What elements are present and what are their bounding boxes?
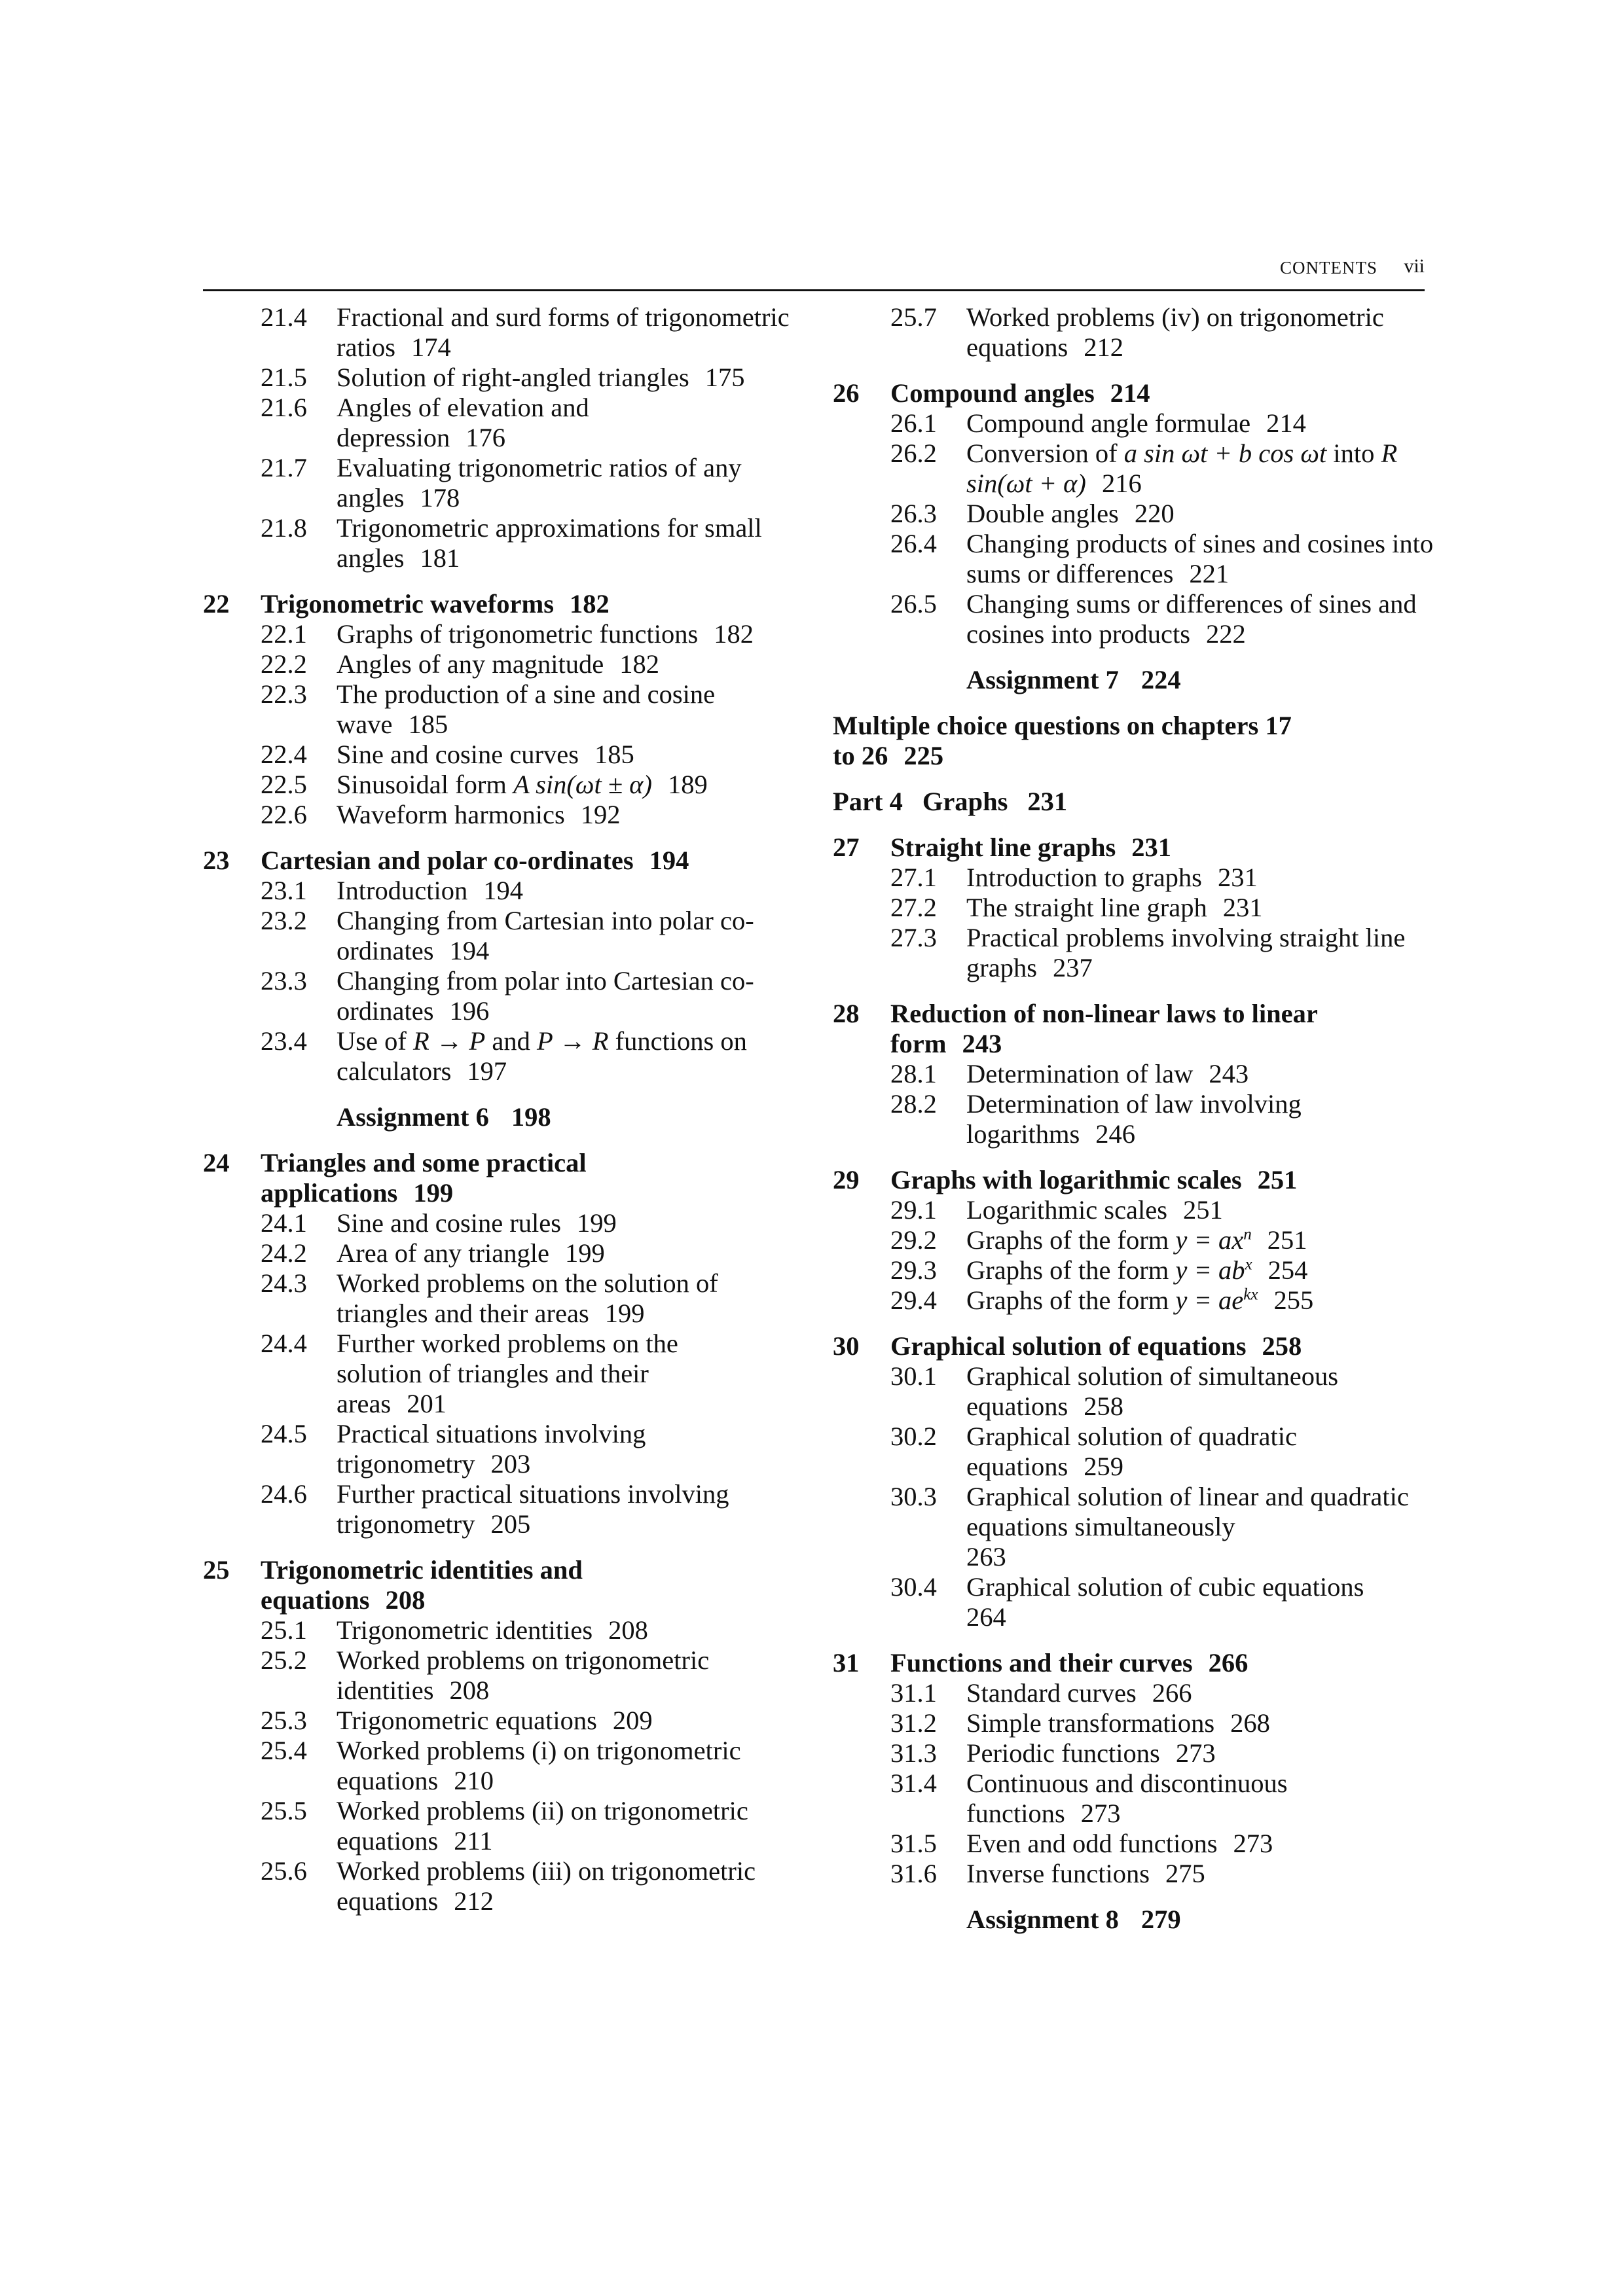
section-number: 28.1 [890,1059,937,1088]
page-ref: 273 [1175,1738,1216,1768]
section-number: 27.2 [890,893,937,922]
page-number: vii [1404,255,1425,277]
page-ref: 273 [1233,1829,1273,1858]
section-number: 23.1 [261,876,307,905]
section-number: 24.5 [261,1419,307,1448]
page-ref: 258 [1084,1391,1123,1421]
toc-section [203,800,812,830]
page-ref: 255 [1273,1285,1314,1315]
page-ref: 222 [1205,619,1246,649]
toc-section [833,1225,1435,1255]
toc-section [203,1238,812,1268]
section-title: Trigonometric equations [337,1706,597,1735]
section-title: Angles of any magnitude [337,649,604,679]
page-ref: 199 [577,1208,617,1238]
section-title: Graphs of the form [966,1285,1169,1315]
section-number: 26.1 [890,408,937,438]
section-number: 21.5 [261,363,307,392]
section-title: Continuous and discontinuous functions [966,1768,1288,1828]
section-number: 21.7 [261,453,307,482]
section-number: 23.3 [261,966,307,996]
page-ref: 208 [449,1676,490,1705]
chapter-title: Trigonometric identities and equations [261,1555,583,1615]
section-title: Practical problems involving straight line graphs [966,923,1406,982]
section-number: 25.1 [261,1615,307,1645]
section-number: 24.3 [261,1268,307,1298]
toc-section [833,439,1435,499]
page-ref: 237 [1052,953,1093,982]
toc-section [203,1796,812,1856]
page-ref: 258 [1262,1331,1302,1361]
page-ref: 210 [454,1766,494,1795]
toc-mcq-entry [833,711,1435,771]
page-ref: 192 [580,800,621,829]
toc-section [203,1268,812,1329]
toc-chapter [203,1555,812,1615]
mcq-title-line2: to 26 [833,741,888,770]
toc-section [833,1859,1435,1889]
contents-right-column [833,302,1435,1935]
section-number: 25.3 [261,1706,307,1735]
toc-section [203,513,812,573]
math-superscript: n [1243,1225,1252,1244]
section-title: Worked problems (iv) on trigonometric equations [966,302,1384,362]
chapter-title: Compound angles [890,378,1095,408]
section-title: Logarithmic scales [966,1195,1168,1225]
section-title: Simple transformations [966,1708,1215,1738]
toc-section [203,966,812,1026]
page-ref: 225 [903,741,944,770]
section-title: Practical situations involving trigonometry [337,1419,646,1479]
section-number: 30.3 [890,1482,937,1511]
page-ref: 205 [490,1509,531,1539]
part-label: Part 4 [833,787,903,816]
math-expression: a sin ωt + b cos ωt [1123,439,1327,468]
section-number: 22.4 [261,740,307,769]
toc-section [203,1615,812,1645]
toc-section [833,1059,1435,1089]
section-number: 28.2 [890,1089,937,1119]
page-ref: 231 [1217,863,1258,892]
chapter-number: 26 [833,378,860,408]
section-number: 25.6 [261,1856,307,1886]
math-expression: P → R [536,1026,609,1056]
section-number: 24.2 [261,1238,307,1268]
chapter-number: 31 [833,1648,860,1677]
page-ref: 214 [1266,408,1306,438]
section-title: Inverse functions [966,1859,1150,1888]
toc-section [833,589,1435,649]
chapter-number: 25 [203,1555,230,1585]
mcq-title-line1: Multiple choice questions on chapters 17 [833,711,1292,740]
section-number: 31.1 [890,1678,937,1708]
section-number: 24.4 [261,1329,307,1358]
header-rule [203,289,1425,291]
toc-section [203,1856,812,1916]
page-ref: 268 [1230,1708,1270,1738]
page-ref: 182 [569,589,610,619]
section-number: 31.6 [890,1859,937,1888]
section-number: 26.5 [890,589,937,619]
chapter-title: Graphical solution of equations [890,1331,1247,1361]
section-number: 23.4 [261,1026,307,1056]
page-ref: 211 [454,1826,493,1856]
toc-section [203,876,812,906]
section-number: 25.4 [261,1736,307,1765]
section-title: Graphs of the form [966,1255,1169,1285]
page-ref: 175 [704,363,745,392]
chapter-number: 30 [833,1331,860,1361]
section-title: Graphs of trigonometric functions [337,619,699,649]
page-ref: 251 [1267,1225,1307,1255]
section-title: Graphical solution of quadratic equations [966,1422,1297,1481]
section-number: 21.4 [261,302,307,332]
toc-section [833,1738,1435,1768]
page-ref: 212 [454,1886,494,1916]
section-title: The production of a sine and cosine wave [337,679,716,739]
section-title: The straight line graph [966,893,1207,922]
section-title-part: functions on calculators [337,1026,747,1086]
toc-section [833,408,1435,439]
toc-section [203,1706,812,1736]
section-title: Worked problems on trigonometric identities [337,1645,710,1705]
section-title: Angles of elevation and depression [337,393,589,452]
section-number: 31.2 [890,1708,937,1738]
chapter-title: Cartesian and polar co-ordinates [261,846,634,875]
toc-section [833,1482,1435,1572]
page-ref: 264 [966,1602,1006,1632]
toc-chapter [833,378,1435,408]
chapter-number: 27 [833,833,860,862]
math-superscript: x [1245,1255,1252,1274]
page-ref: 251 [1257,1165,1298,1194]
page-ref: 208 [608,1615,648,1645]
toc-section [203,302,812,363]
toc-section [833,1285,1435,1316]
page-ref: 209 [612,1706,653,1735]
page-ref: 266 [1152,1678,1192,1708]
toc-section [833,1255,1435,1285]
section-title: Determination of law [966,1059,1194,1088]
section-title: Changing from Cartesian into polar co-ordinates [337,906,754,965]
section-title-part: Use of [337,1026,407,1056]
toc-section [833,529,1435,589]
toc-section [833,1708,1435,1738]
toc-section [833,1422,1435,1482]
page-ref: 275 [1165,1859,1205,1888]
assignment-label: Assignment 6 [337,1102,489,1132]
section-title: Graphical solution of linear and quadratic equations simultaneously [966,1482,1409,1541]
page-ref: 181 [420,543,460,573]
section-title: Trigonometric identities [337,1615,593,1645]
section-number: 25.2 [261,1645,307,1675]
page-ref: 196 [449,996,490,1026]
page-ref: 185 [408,709,448,739]
section-title: Periodic functions [966,1738,1160,1768]
toc-section [833,302,1435,363]
toc-section [833,1089,1435,1149]
chapter-title: Trigonometric waveforms [261,589,554,619]
toc-section [833,1678,1435,1708]
section-number: 26.4 [890,529,937,558]
page-ref: 203 [490,1449,531,1479]
page-ref: 199 [564,1238,605,1268]
toc-section [203,1329,812,1419]
section-title: Worked problems (ii) on trigonometric equations [337,1796,748,1856]
page-ref: 197 [467,1056,507,1086]
page-ref: 212 [1084,332,1123,362]
page-ref: 178 [420,483,460,512]
section-title: Evaluating trigonometric ratios of any angles [337,453,742,512]
section-title: Further practical situations involving trigonometry [337,1479,729,1539]
toc-section [833,499,1435,529]
toc-section [203,1419,812,1479]
chapter-number: 28 [833,999,860,1028]
section-title: Determination of law involving logarithms [966,1089,1302,1149]
section-number: 29.4 [890,1285,937,1315]
page-ref: 185 [594,740,634,769]
chapter-number: 24 [203,1148,230,1177]
page-ref: 220 [1134,499,1175,528]
page-ref: 194 [449,936,490,965]
page-ref: 251 [1183,1195,1223,1225]
page-ref: 259 [1084,1452,1123,1481]
section-title: Fractional and surd forms of trigonometric ratios [337,302,790,362]
page-ref: 221 [1189,559,1230,588]
page-ref: 194 [483,876,523,905]
page-ref: 182 [714,619,754,649]
section-number: 30.4 [890,1572,937,1602]
running-head-title: CONTENTS [1280,258,1377,278]
toc-section [833,923,1435,983]
toc-chapter [203,589,812,619]
page-ref: 231 [1131,833,1172,862]
section-number: 21.8 [261,513,307,543]
toc-chapter [203,1148,812,1208]
section-title: Worked problems (iii) on trigonometric equations [337,1856,756,1916]
section-number: 30.1 [890,1361,937,1391]
section-title: Standard curves [966,1678,1137,1708]
toc-chapter [833,1165,1435,1195]
section-title: Graphical solution of cubic equations [966,1572,1364,1602]
section-number: 26.2 [890,439,937,468]
section-number: 24.6 [261,1479,307,1509]
toc-section [203,1736,812,1796]
section-title: Changing products of sines and cosines into sums or differences [966,529,1434,588]
toc-section [203,770,812,800]
section-title: Graphical solution of simultaneous equations [966,1361,1339,1421]
section-title: Waveform harmonics [337,800,565,829]
section-title: Double angles [966,499,1119,528]
page-ref: 231 [1027,787,1068,816]
toc-section [203,1479,812,1539]
section-title: Sine and cosine curves [337,740,579,769]
page-ref: 243 [1209,1059,1249,1088]
assignment-label: Assignment 7 [966,665,1119,694]
page-ref: 231 [1222,893,1263,922]
page-ref: 194 [649,846,689,875]
chapter-title: Functions and their curves [890,1648,1193,1677]
section-title: Changing from polar into Cartesian co-ordinates [337,966,754,1026]
section-title: Worked problems on the solution of triangles and their areas [337,1268,718,1328]
toc-section [203,679,812,740]
section-title: Introduction [337,876,468,905]
toc-section [833,893,1435,923]
chapter-title: Reduction of non-linear laws to linear form [890,999,1318,1058]
chapter-number: 29 [833,1165,860,1194]
section-title: Area of any triangle [337,1238,549,1268]
page-ref: 189 [667,770,708,799]
section-title: Introduction to graphs [966,863,1202,892]
section-number: 22.2 [261,649,307,679]
section-number: 24.1 [261,1208,307,1238]
running-head [203,254,1425,287]
section-number: 26.3 [890,499,937,528]
math-expression: y = ae [1175,1285,1244,1315]
toc-section [833,1829,1435,1859]
section-number: 31.5 [890,1829,937,1858]
page-ref: 201 [407,1389,447,1418]
math-expression: R → P [412,1026,486,1056]
chapter-title: Triangles and some practical applications [261,1148,587,1208]
page-ref: 224 [1140,665,1181,694]
page-ref: 199 [604,1299,645,1328]
toc-chapter [833,1648,1435,1678]
section-number: 22.6 [261,800,307,829]
section-title-part: and [492,1026,530,1056]
chapter-title: Graphs with logarithmic scales [890,1165,1242,1194]
page-ref: 246 [1095,1119,1135,1149]
toc-assignment [833,1905,1435,1935]
section-title: Further worked problems on the solution of triangles and their areas [337,1329,678,1418]
section-number: 30.2 [890,1422,937,1451]
section-title: Sinusoidal form [337,770,507,799]
chapter-number: 23 [203,846,230,875]
toc-part [833,787,1435,817]
section-title: Graphs of the form [966,1225,1169,1255]
section-number: 27.1 [890,863,937,892]
section-title: Solution of right-angled triangles [337,363,689,392]
toc-section [833,863,1435,893]
section-number: 21.6 [261,393,307,422]
contents-left-column [203,302,812,1916]
math-expression: R sin(ωt + α) [966,439,1398,498]
section-title: Changing sums or differences of sines and cosines into products [966,589,1417,649]
page-ref: 176 [465,423,505,452]
toc-section [203,740,812,770]
page-ref: 182 [619,649,660,679]
toc-assignment [203,1102,812,1132]
toc-chapter [833,999,1435,1059]
page-ref: 266 [1208,1648,1249,1677]
toc-section [833,1572,1435,1632]
toc-section [203,619,812,649]
math-expression: y = ax [1175,1225,1244,1255]
toc-section [203,363,812,393]
section-title: Compound angle formulae [966,408,1251,438]
page-ref: 263 [966,1542,1006,1571]
section-title: Even and odd functions [966,1829,1218,1858]
toc-section [833,1195,1435,1225]
toc-section [203,393,812,453]
page-ref: 198 [511,1102,551,1132]
section-number: 25.7 [890,302,937,332]
toc-section [203,1208,812,1238]
toc-section [203,906,812,966]
page-ref: 273 [1080,1799,1121,1828]
page-ref: 216 [1101,469,1142,498]
part-name: Graphs [922,787,1008,816]
toc-chapter [833,1331,1435,1361]
toc-section [833,1361,1435,1422]
toc-section [203,649,812,679]
section-number: 29.2 [890,1225,937,1255]
section-number: 25.5 [261,1796,307,1825]
toc-chapter [833,833,1435,863]
section-title-part: Conversion of [966,439,1118,468]
section-title-part: into [1333,439,1375,468]
section-number: 31.3 [890,1738,937,1768]
page-ref: 199 [413,1178,454,1208]
section-number: 29.1 [890,1195,937,1225]
page-ref: 214 [1110,378,1150,408]
math-expression: y = ab [1175,1255,1245,1285]
chapter-number: 22 [203,589,230,619]
math-superscript: kx [1243,1285,1258,1304]
page-ref: 174 [410,332,451,362]
toc-section [203,1645,812,1706]
section-title: Trigonometric approximations for small angles [337,513,762,573]
section-number: 22.5 [261,770,307,799]
page-ref: 208 [385,1585,426,1615]
toc-chapter [203,846,812,876]
page-ref: 279 [1140,1905,1181,1934]
page-ref: 243 [962,1029,1002,1058]
section-number: 23.2 [261,906,307,935]
section-title: Sine and cosine rules [337,1208,562,1238]
section-number: 29.3 [890,1255,937,1285]
section-number: 27.3 [890,923,937,952]
toc-section [203,1026,812,1086]
math-expression: A sin(ωt ± α) [513,770,652,799]
section-number: 22.3 [261,679,307,709]
page-ref: 254 [1267,1255,1308,1285]
chapter-title: Straight line graphs [890,833,1116,862]
section-title: Worked problems (i) on trigonometric equations [337,1736,741,1795]
assignment-label: Assignment 8 [966,1905,1119,1934]
toc-assignment [833,665,1435,695]
toc-section [833,1768,1435,1829]
toc-section [203,453,812,513]
section-number: 31.4 [890,1768,937,1798]
section-number: 22.1 [261,619,307,649]
